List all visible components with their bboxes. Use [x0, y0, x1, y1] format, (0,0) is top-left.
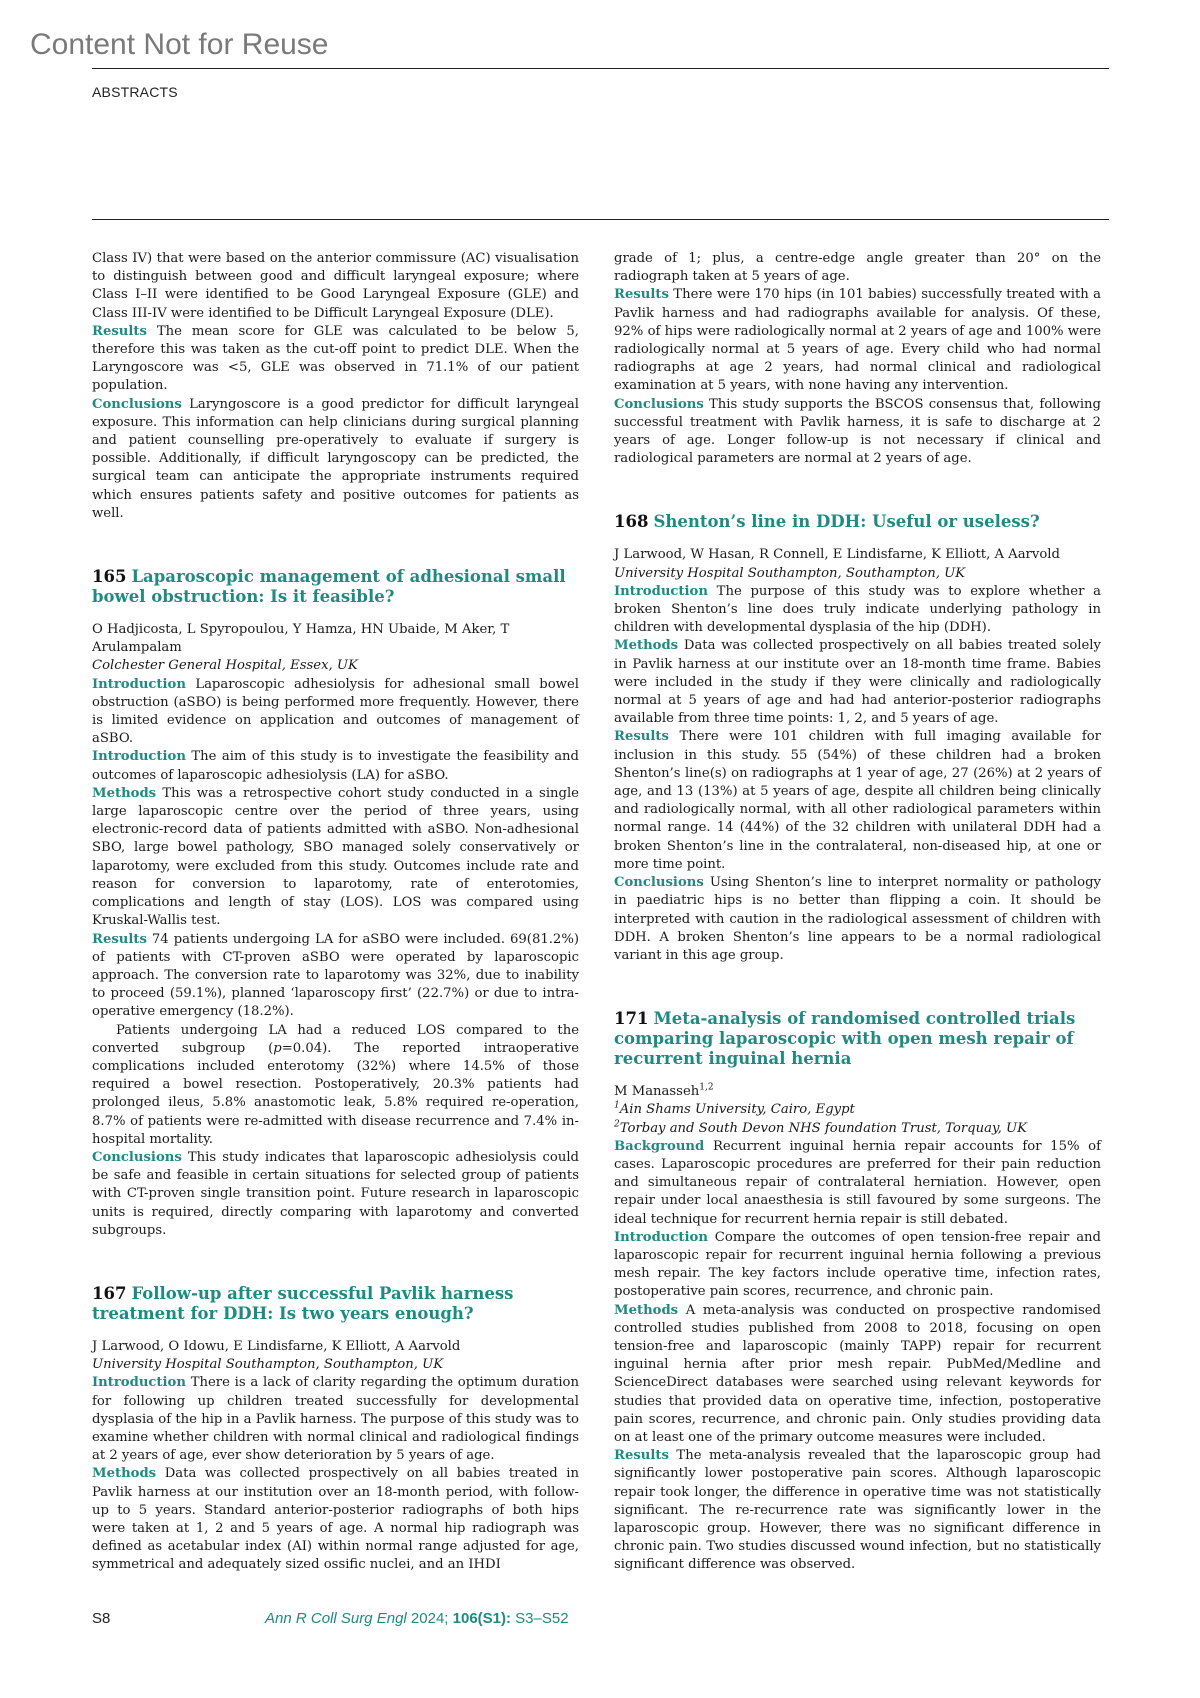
abstract-title: Meta-analysis of randomised controlled trials comparing laparoscopic with open mesh repair of recurrent inguinal hernia	[614, 1009, 1076, 1069]
content-top-rule	[92, 219, 1109, 220]
abstract-affiliation: University Hospital Southampton, Southampton, UK	[92, 1357, 444, 1373]
conclusions-text: Laryngoscore is a good predictor for difficult laryngeal exposure. This information can help clinicians during surgical planning and patient counselling pre-operatively to evaluate if surgery is possible. Additionally, if difficult laryngoscopy can be predicted, the surgical team can anticipate the appropriate instruments required which ensures patients safety and positive outcomes for patients as well.	[92, 396, 579, 521]
conclusions-text: This study supports the BSCOS consensus that, following successful treatment with Pavlik harness, it is safe to discharge at 2 years of age. Longer follow-up is not necessary if clinical and radiological parameters are normal at 2 years of age.	[614, 396, 1101, 467]
results-label: Results	[614, 1448, 669, 1464]
affiliation-text: Ain Shams University, Cairo, Egypt	[619, 1102, 855, 1118]
continued-conclusions	[614, 396, 1101, 469]
methods-label: Methods	[614, 1302, 679, 1318]
abstract-title: Shenton’s line in DDH: Useful or useless?	[653, 512, 1040, 532]
abstract-number: 171	[614, 1009, 649, 1029]
methods-label: Methods	[92, 1466, 157, 1482]
continued-results	[92, 323, 579, 396]
paragraph-results	[614, 728, 1101, 874]
section-label: ABSTRACTS	[92, 84, 178, 100]
introduction-text: Laparoscopic adhesiolysis for adhesional small bowel obstruction (aSBO) is being performed more frequently. However, there is limited evidence on application and outcomes of management of aSBO.	[92, 676, 579, 747]
abstract-171-heading	[614, 1009, 1101, 1069]
introduction-text: The purpose of this study was to explore whether a broken Shenton’s line does truly indicate underlying pathology in children with developmental dysplasia of the hip (DDH).	[614, 583, 1101, 636]
affiliation-superscript: 1	[614, 1100, 620, 1111]
abstract-number: 167	[92, 1283, 127, 1303]
introduction-label: Introduction	[92, 749, 186, 765]
abstract-affiliation: Colchester General Hospital, Essex, UK	[92, 658, 358, 674]
abstract-authors: O Hadjicosta, L Spyropoulou, Y Hamza, HN Ubaide, M Aker, T Arulampalam	[92, 622, 510, 656]
paragraph-background	[614, 1138, 1101, 1229]
methods-label: Methods	[92, 785, 157, 801]
author-name: M Manasseh	[614, 1084, 700, 1100]
abstract-number: 168	[614, 512, 649, 532]
paragraph-introduction	[92, 1374, 579, 1465]
journal-year: 2024;	[410, 1610, 449, 1627]
abstract-title: Laparoscopic management of adhesional small bowel obstruction: Is it feasible?	[92, 567, 566, 607]
results-text: There were 170 hips (in 101 babies) successfully treated with a Pavlik harness and had radiographs available for analysis. Of these, 92% of hips were radiologically normal at 2 years of age and 100% were radiologically normal at 5 years of age. Every child who had normal radiographs at age 2 years, had normal clinical and radiological examination at 5 years, with none having any intervention.	[614, 287, 1101, 394]
results-label: Results	[92, 931, 147, 947]
abstract-affiliation-1	[614, 1101, 1101, 1119]
paragraph-introduction-2	[92, 748, 579, 784]
paragraph-methods	[92, 785, 579, 931]
left-column	[92, 250, 579, 1575]
author-superscript: 1,2	[699, 1082, 714, 1093]
journal-citation	[265, 1610, 569, 1627]
methods-text: Data was collected prospectively on all babies treated in Pavlik harness at our institution over an 18-month period, with follow-up to 5 years. Standard anterior-posterior radiographs of both hips were taken at 1, 2 and 5 years of age. A normal hip radiograph was defined as acetabular index (AI) within normal range adjusted for age, symmetrical and adequately sized ossific nuclei, and an IHDI	[92, 1466, 579, 1573]
conclusions-text: This study indicates that laparoscopic adhesiolysis could be safe and feasible in certain situations for selected group of patients with CT-proven single transition point. Future research in laparoscopic units is required, directly comparing with laparotomy and converted subgroups.	[92, 1149, 579, 1238]
results-text: The mean score for GLE was calculated to be below 5, therefore this was taken as the cut-off point to predict DLE. When the Laryngoscore was <5, GLE was observed in 71.1% of our patient population.	[92, 323, 579, 394]
abstract-title: Follow-up after successful Pavlik harness treatment for DDH: Is two years enough?	[92, 1283, 514, 1323]
page-number: S8	[92, 1610, 111, 1627]
abstract-authors: J Larwood, W Hasan, R Connell, E Lindisfarne, K Elliott, A Aarvold	[614, 547, 1060, 563]
methods-text: A meta-analysis was conducted on prospective randomised controlled studies published from 2008 to 2018, focusing on open tension-free and laparoscopic (mainly TAPP) repair for recurrent inguinal hernia after prior mesh repair. PubMed/Medline and ScienceDirect databases were searched using relevant keywords for studies that provided data on operative time, infection, postoperative pain scores, recurrence, and chronic pain. Only studies providing data on at least one of the primary outcome measures were included.	[614, 1302, 1101, 1445]
conclusions-label: Conclusions	[614, 396, 704, 412]
methods-text: This was a retrospective cohort study conducted in a single large laparoscopic centre over the period of three years, using electronic-record data of patients admitted with aSBO. Non-adhesional SBO, large bowel pathology, SBO managed solely conservatively or laparotomy, were excluded from this study. Outcomes include rate and reason for conversion to laparotomy, rate of enterotomies, complications and length of stay (LOS). LOS was compared using Kruskal-Wallis test.	[92, 785, 579, 929]
paragraph-methods	[92, 1465, 579, 1574]
introduction-text: The aim of this study is to investigate the feasibility and outcomes of laparoscopic adhesiolysis (LA) for aSBO.	[92, 749, 579, 783]
paragraph-results	[92, 931, 579, 1022]
background-label: Background	[614, 1138, 705, 1154]
continued-text: Class IV) that were based on the anterior commissure (AC) visualisation to distinguish between good and difficult laryngeal exposure; where Class I–II were identified to be Good Laryngeal Exposure (GLE) and Class III-IV were identified to be Difficult Laryngeal Exposure (DLE).	[92, 251, 579, 321]
continued-text: grade of 1; plus, a centre-edge angle greater than 20° on the radiograph taken at 5 years of age.	[614, 251, 1101, 285]
abstract-165-heading	[92, 567, 579, 607]
paragraph-introduction	[614, 1229, 1101, 1302]
continued-paragraph	[92, 250, 579, 323]
introduction-label: Introduction	[92, 676, 186, 692]
results-label: Results	[614, 729, 669, 745]
abstract-168-heading	[614, 512, 1101, 532]
methods-text: Data was collected prospectively on all babies treated solely in Pavlik harness at our institute over an 18-month time frame. Babies were included in the study if they were clinically and radiologically normal at 5 years of age and had had anterior-posterior radiographs available from three time points: 1, 2, and 5 years of age.	[614, 638, 1101, 727]
paragraph-conclusions	[92, 1149, 579, 1240]
paragraph-methods	[614, 637, 1101, 728]
paragraph-introduction	[614, 583, 1101, 638]
results-text: There were 101 children with full imaging available for inclusion in this study. 55 (54%) of these children had a broken Shenton’s line(s) on radiographs at 1 year of age, 27 (26%) at 2 years of age, and 13 (13%) at 5 years of age, despite all children being clinically and radiologically normal, with all other radiological parameters within normal range. 14 (44%) of the 32 children with unilateral DDH had a broken Shenton’s line in the contralateral, non-diseased hip, at one or more time point.	[614, 729, 1101, 872]
results-text: Patients undergoing LA had a reduced LOS compared to the converted subgroup (	[92, 1022, 579, 1056]
results-text: The meta-analysis revealed that the laparoscopic group had significantly lower postoperative pain scores. Although laparoscopic repair took longer, the difference in operative time was not statistically significant. The re-recurrence rate was significantly lower in the laparoscopic group. However, there was no significant difference in chronic pain. Two studies discussed wound infection, but no statistically significant difference was observed.	[614, 1448, 1101, 1573]
conclusions-label: Conclusions	[92, 396, 182, 412]
introduction-text: There is a lack of clarity regarding the optimum duration for following up children treated successfully for developmental dysplasia of the hip in a Pavlik harness. The purpose of this study was to examine whether children with normal clinical and radiological findings at 2 years of age, ever show deterioration by 5 years of age.	[92, 1375, 579, 1464]
introduction-label: Introduction	[92, 1375, 186, 1391]
introduction-label: Introduction	[614, 583, 708, 599]
journal-volume: 106(S1):	[452, 1610, 511, 1627]
right-column	[614, 250, 1101, 1575]
abstract-affiliation: University Hospital Southampton, Southampton, UK	[614, 565, 966, 581]
header-rule	[92, 68, 1109, 69]
background-text: Recurrent inguinal hernia repair accounts for 15% of cases. Laparoscopic procedures are preferred for their pain reduction and simultaneous repair of contralateral herniation. However, open repair under local anaesthesia is still favoured by some surgeons. The ideal technique for recurrent hernia repair is still debated.	[614, 1138, 1102, 1227]
conclusions-label: Conclusions	[92, 1149, 182, 1165]
abstract-167-heading	[92, 1284, 579, 1324]
introduction-text: Compare the outcomes of open tension-free repair and laparoscopic repair for recurrent inguinal hernia following a previous mesh repair. The key factors include operative time, infection rates, postoperative pain scores, recurrence, and chronic pain.	[614, 1229, 1101, 1300]
affiliation-text: Torbay and South Devon NHS foundation Trust, Torquay, UK	[619, 1120, 1028, 1136]
results-label: Results	[614, 287, 669, 303]
affiliation-superscript: 2	[614, 1119, 620, 1130]
continued-results	[614, 286, 1101, 395]
paragraph-results	[614, 1447, 1101, 1574]
paragraph-introduction	[92, 676, 579, 749]
journal-name: Ann R Coll Surg Engl	[265, 1610, 407, 1627]
paragraph-methods	[614, 1302, 1101, 1448]
continued-paragraph	[614, 250, 1101, 286]
watermark: Content Not for Reuse	[30, 28, 329, 61]
abstract-number: 165	[92, 567, 127, 587]
conclusions-text: Using Shenton’s line to interpret normality or pathology in paediatric hips is no better than flipping a coin. It should be interpreted with caution in the radiological assessment of children with DDH. A broken Shenton’s line appears to be a normal radiological variant in this age group.	[614, 875, 1101, 963]
continued-conclusions	[92, 396, 579, 523]
methods-label: Methods	[614, 638, 679, 654]
introduction-label: Introduction	[614, 1229, 708, 1245]
paragraph-conclusions	[614, 874, 1101, 965]
results-text: =0.04). The reported intraoperative complications included enterotomy (32%) where 14.5% of those required a bowel resection. Postoperatively, 20.3% patients had prolonged ileus, 5.8% anastomotic leak, 5.8% required re-operation, 8.7% of patients were re-admitted with disease recurrence and 7.4% in-hospital mortality.	[92, 1040, 579, 1147]
abstract-authors: J Larwood, O Idowu, E Lindisfarne, K Elliott, A Aarvold	[92, 1338, 461, 1354]
p-value-symbol: p	[273, 1040, 282, 1056]
paragraph-results-continued	[92, 1022, 579, 1149]
results-text: 74 patients undergoing LA for aSBO were included. 69(81.2%) of patients with CT-proven aSBO were operated by laparoscopic approach. The conversion rate to laparotomy was 32%, due to inability to proceed (59.1%), planned ‘laparoscopy first’ (22.7%) or due to intra-operative emergency (18.2%).	[92, 931, 579, 1020]
conclusions-label: Conclusions	[614, 875, 704, 891]
results-label: Results	[92, 323, 147, 339]
abstract-authors	[614, 1083, 1101, 1101]
journal-pages: S3–S52	[515, 1610, 569, 1627]
abstract-affiliation-2	[614, 1120, 1101, 1138]
